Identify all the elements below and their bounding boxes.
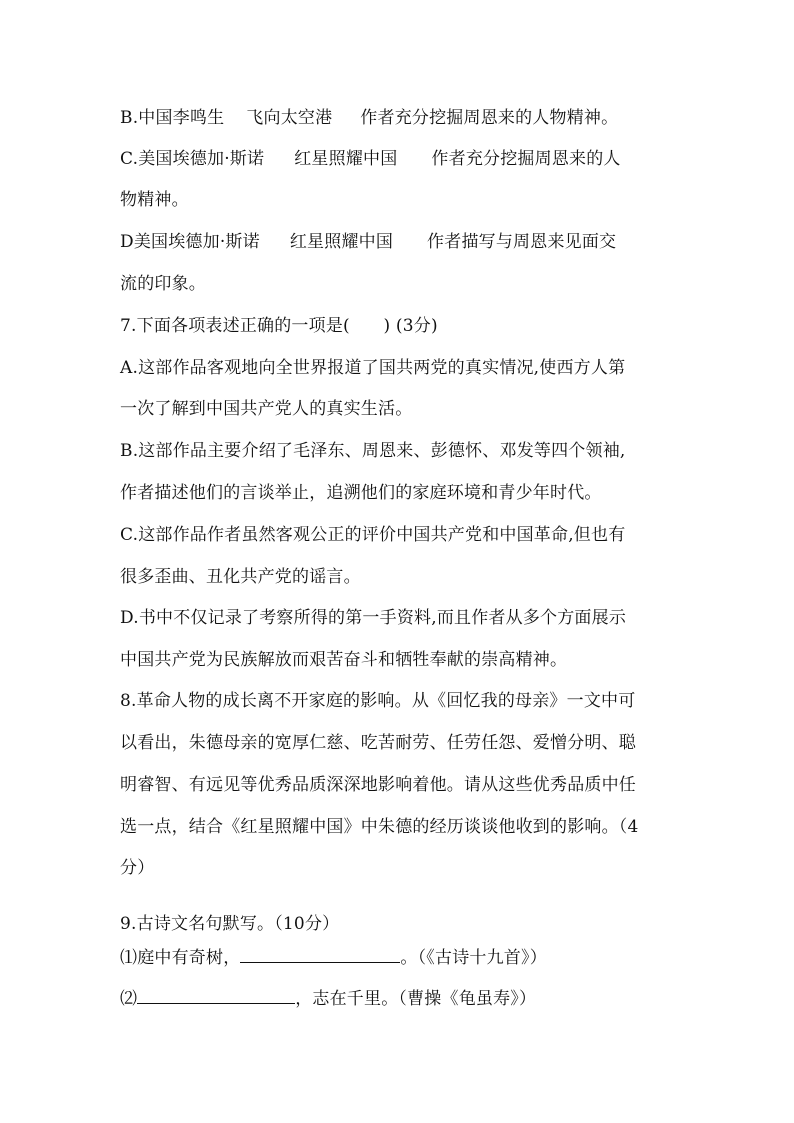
q7-option-c-line1: C.这部作品作者虽然客观公正的评价中国共产党和中国革命,但也有 [120,525,626,545]
question-8-line1: 8.革命人物的成长离不开家庭的影响。从《回忆我的母亲》一文中可 [120,691,636,711]
q9-item-2-suffix: ，志在千里。（曹操《龟虽寿》） [295,989,537,1009]
q7-option-c-line2: 很多歪曲、丑化共产党的谣言。 [120,567,361,587]
option-d-line-cont: 流的印象。 [120,274,206,294]
option-d-line [120,230,616,254]
question-7-stem: 7.下面各项表述正确的一项是( ) (3分) [120,316,438,336]
question-8-line4: 选一点，结合《红星照耀中国》中朱德的经历谈谈他收到的影响。（4 [120,817,639,837]
option-b-title: 飞向太空港 [246,108,333,128]
option-d-desc: 作者描写与周恩来见面交 [427,232,617,252]
option-c-line-cont: 物精神。 [120,190,189,210]
document-page [120,0,680,1123]
question-8-line2: 以看出，朱德母亲的宽厚仁慈、吃苦耐劳、任劳任怨、爱憎分明、聪 [120,733,636,753]
option-c-title: 红星照耀中国 [294,149,398,169]
q7-option-b-line2: 作者描述他们的言谈举止，追溯他们的家庭环境和青少年时代。 [120,483,602,503]
option-c-line [120,147,621,171]
q9-item-1 [120,946,547,970]
option-b-line [120,106,618,130]
option-c-desc: 作者充分挖掘周恩来的人 [431,149,621,169]
answer-blank-2[interactable] [137,987,295,1004]
q9-item-2-prefix: ⑵ [120,989,138,1009]
question-8-line3: 明睿智、有远见等优秀品质深深地影响着他。请从这些优秀品质中任 [120,775,636,795]
option-d-author: D美国埃德加·斯诺 [120,232,260,252]
q7-option-a-line2: 一次了解到中国共产党人的真实生活。 [120,399,413,419]
question-9-stem: 9.古诗文名句默写。（10分） [120,914,340,934]
question-8-line5: 分） [120,858,155,878]
q9-item-2 [120,987,536,1011]
q9-item-1-prefix: ⑴庭中有奇树， [120,948,241,968]
q7-option-d-line2: 中国共产党为民族解放而艰苦奋斗和牺牲奉献的崇高精神。 [120,650,568,670]
q9-item-1-suffix: 。（《古诗十九首》） [400,948,547,968]
option-c-author: C.美国埃德加·斯诺 [120,149,265,169]
q7-option-d-line1: D.书中不仅记录了考察所得的第一手资料,而且作者从多个方面展示 [120,608,627,628]
option-b-desc: 作者充分挖掘周恩来的人物精神。 [360,108,619,128]
q7-option-b-line1: B.这部作品主要介绍了毛泽东、周恩来、彭德怀、邓发等四个领袖, [120,441,626,461]
option-b-author: B.中国李鸣生 [120,108,225,128]
answer-blank-1[interactable] [240,946,400,963]
option-d-title: 红星照耀中国 [289,232,394,252]
q7-option-a-line1: A.这部作品客观地向全世界报道了国共两党的真实情况,使西方人第 [120,358,626,378]
